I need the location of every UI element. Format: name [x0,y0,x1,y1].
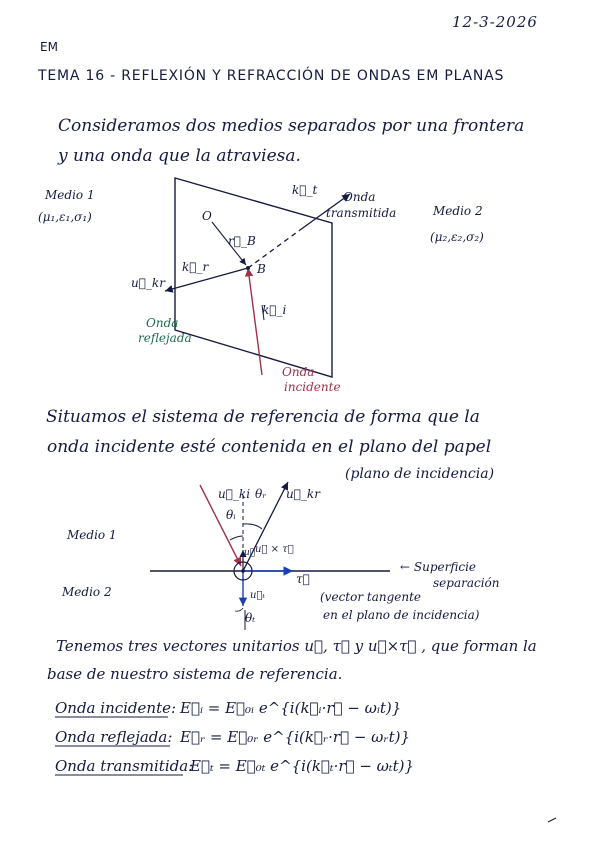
onda-reflejada-2: reflejada [138,331,192,345]
medio2-params: (μ₂,ε₂,σ₂) [430,230,484,244]
page-title: TEMA 16 - REFLEXIÓN Y REFRACCIÓN DE ONDAS EM PLANAS [38,68,505,84]
point-B-dot [246,266,250,270]
superficie-label-1: ← Superficie [400,560,477,574]
uxt-label: u⃗ × τ⃗ [255,544,294,555]
medio1-params: (μ₁,ε₁,σ₁) [38,210,92,224]
onda-transmitida-1: Onda [343,190,376,204]
onda-incidente-1: Onda [282,365,315,379]
para2-line-2: onda incidente esté contenida en el plano del papel [47,437,492,457]
theta-r-arc [243,524,262,529]
theta-r-label: θᵣ [255,487,267,501]
onda-transmitida-2: transmitida [326,206,397,220]
para3-line-1: Tenemos tres vectores unitarios u⃗, τ⃗ y u⃗×τ⃗ , que forman la [56,637,537,655]
ki-label: k⃗_i [262,303,287,317]
onda-incidente-label: Onda incidente: [55,699,177,717]
superficie-label-2: separación [433,576,500,590]
para2-line-3: (plano de incidencia) [345,466,495,482]
onda-reflejada-equation: E⃗ᵣ = E⃗₀ᵣ e^{i(k⃗ᵣ·r⃗ − ωᵣt)} [180,728,411,746]
point-B-label: B [257,262,266,276]
ukr-label-2: u⃗_kr [286,487,320,501]
vector-tangente-2: en el plano de incidencia) [323,608,480,622]
medio1-label: Medio 1 [45,188,95,202]
incident-ray [248,268,262,375]
medio2-label: Medio 2 [433,204,483,218]
theta-i-label: θᵢ [226,508,236,522]
onda-transmitida-label: Onda transmitida: [55,757,194,775]
onda-transmitida-equation: E⃗ₜ = E⃗₀ₜ e^{i(k⃗ₜ·r⃗ − ωₜt)} [190,757,415,775]
onda-reflejada-label: Onda reflejada: [55,728,173,746]
medio1-label-2: Medio 1 [67,528,117,542]
intro-line-1: Consideramos dos medios separados por una frontera [58,116,525,136]
theta-t-arc [235,608,243,611]
medio2-label-2: Medio 2 [62,585,112,599]
onda-incidente-equation: E⃗ᵢ = E⃗₀ᵢ e^{i(k⃗ᵢ·r⃗ − ωᵢt)} [180,699,402,717]
intro-line-2: y una onda que la atraviesa. [58,146,301,166]
theta-i-arc [230,536,243,540]
theta-t-label: θₜ [245,611,256,625]
para2-line-1: Situamos el sistema de referencia de forma que la [46,407,480,427]
ukr-label: u⃗_kr [131,276,165,290]
date: 12-3-2026 [452,13,538,31]
kr-label: k⃗_r [182,260,209,274]
boundary-plane [175,178,332,377]
point-O-label: O [202,209,212,223]
kt-label: k⃗_t [292,183,318,197]
rB-label: r⃗_B [228,234,256,248]
para3-line-2: base de nuestro sistema de referencia. [47,665,343,683]
ut-label: u⃗ₜ [250,590,265,601]
origin-dot [241,569,245,573]
u-label: u⃗ [244,548,256,558]
course-label: EM [40,40,58,54]
onda-reflejada-1: Onda [146,316,179,330]
tau-label: τ⃗ [296,572,310,586]
corner-mark [548,818,556,822]
vector-tangente-1: (vector tangente [320,590,422,604]
uki-label: u⃗_ki [218,487,251,501]
onda-incidente-2: incidente [284,380,341,394]
